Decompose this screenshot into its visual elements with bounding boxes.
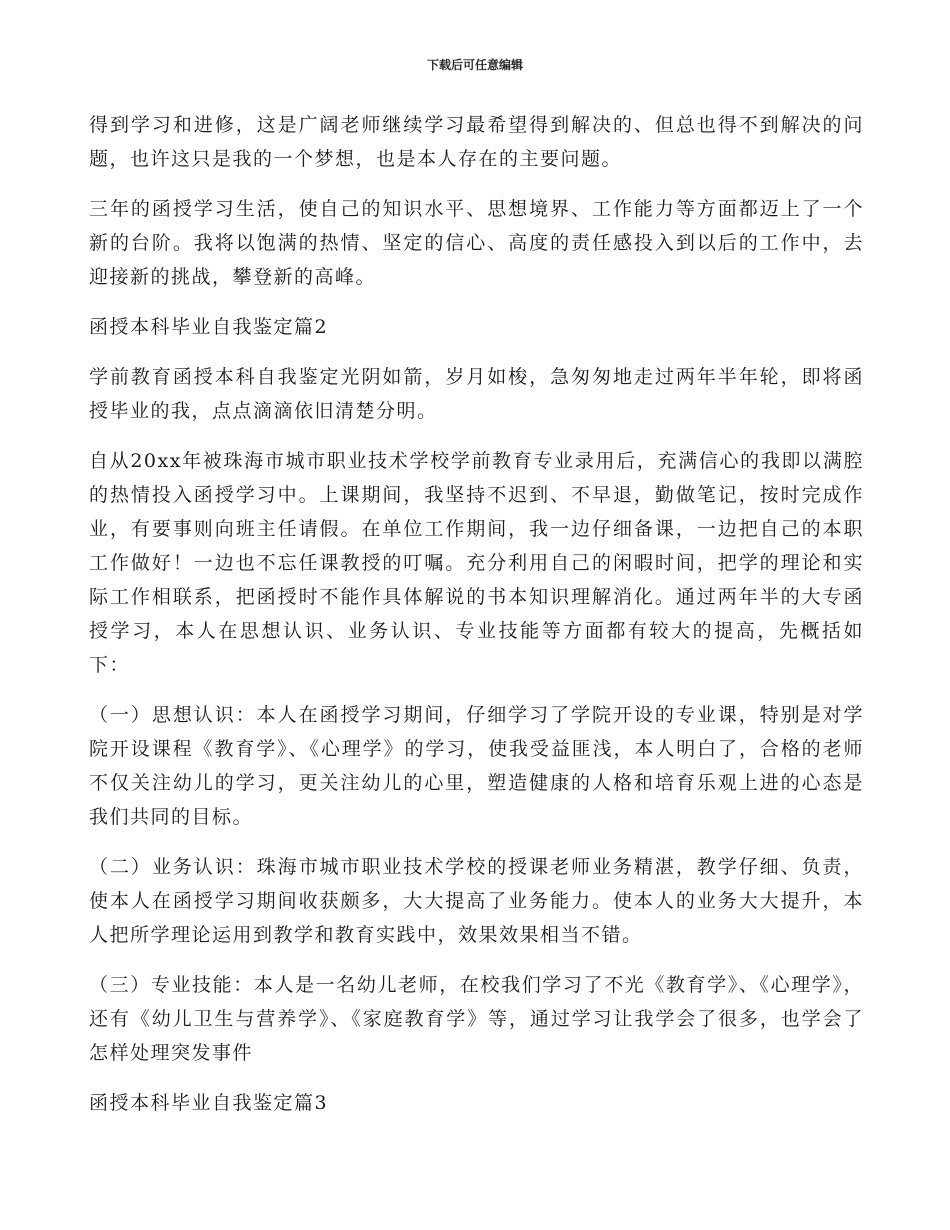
document-body [89,108,864,1136]
page-header-label: 下载后可任意编辑 [426,58,523,72]
paragraph-5: （一）思想认识：本人在函授学习期间，仔细学习了学院开设的专业课，特别是对学院开设课程《教育学》、《心理学》的学习，使我受益匪浅，本人明白了，合格的老师不仅关注幼儿的学习，更关注幼儿的心里，塑造健康的人格和培育乐观上进的心态是我们共同的目标。 [89,704,864,828]
section-heading-3: 函授本科毕业自我鉴定篇3 [89,1092,329,1114]
section-heading-2: 函授本科毕业自我鉴定篇2 [89,316,329,338]
paragraph-6: （二）业务认识：珠海市城市职业技术学校的授课老师业务精湛，教学仔细、负责，使本人在函授学习期间收获颇多，大大提高了业务能力。使本人的业务大大提升，本人把所学理论运用到教学和教育实践中，效果效果相当不错。 [89,856,864,946]
paragraph-1: 得到学习和进修，这是广阔老师继续学习最希望得到解决的、但总也得不到解决的问题，也许这只是我的一个梦想，也是本人存在的主要问题。 [89,114,864,170]
paragraph-2: 三年的函授学习生活，使自己的知识水平、思想境界、工作能力等方面都迈上了一个新的台阶。我将以饱满的热情、坚定的信心、高度的责任感投入到以后的工作中，去迎接新的挑战，攀登新的高峰。 [89,198,864,288]
paragraph-4: 自从20xx年被珠海市城市职业技术学校学前教育专业录用后，充满信心的我即以满腔的热情投入函授学习中。上课期间，我坚持不迟到、不早退，勤做笔记，按时完成作业，有要事则向班主任请假。在单位工作期间，我一边仔细备课，一边把自己的本职工作做好！一边也不忘任课教授的叮嘱。充分利用自己的闲暇时间，把学的理论和实际工作相联系，把函授时不能作具体解说的书本知识理解消化。通过两年半的大专函授学习，本人在思想认识、业务认识、专业技能等方面都有较大的提高，先概括如下： [89,450,864,676]
paragraph-3: 学前教育函授本科自我鉴定光阴如箭，岁月如梭，急匆匆地走过两年半年轮，即将函授毕业的我，点点滴滴依旧清楚分明。 [89,366,864,422]
paragraph-7: （三）专业技能：本人是一名幼儿老师，在校我们学习了不光《教育学》、《心理学》，还有《幼儿卫生与营养学》、《家庭教育学》等，通过学习让我学会了很多，也学会了怎样处理突发事件 [89,974,864,1064]
